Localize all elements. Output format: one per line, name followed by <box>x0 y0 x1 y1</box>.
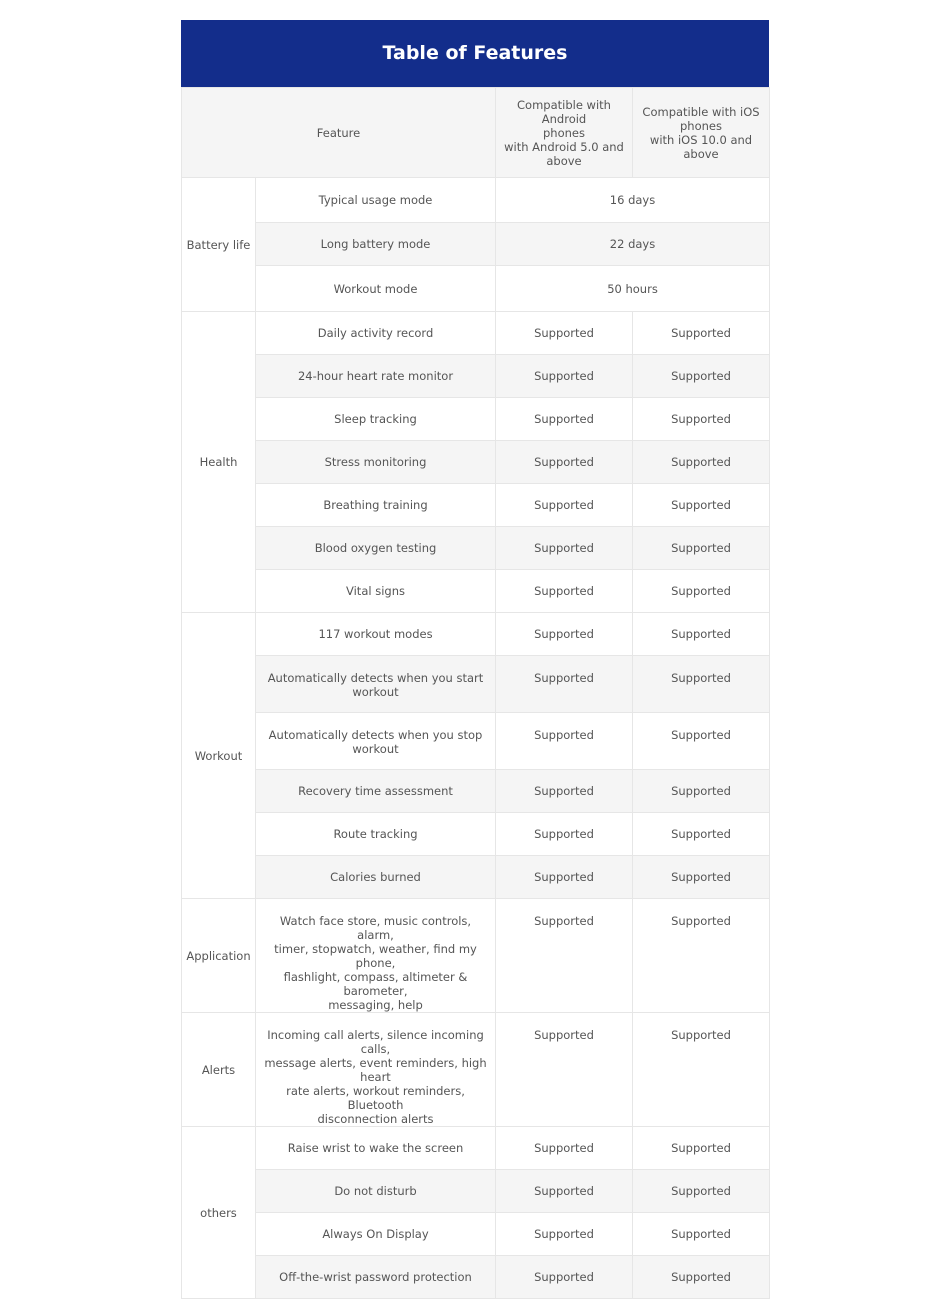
feature-text: Typical usage mode <box>318 193 433 207</box>
feature-cell <box>256 1256 496 1299</box>
android-support-cell: Supported <box>496 1256 633 1299</box>
feature-text: rate alerts, workout reminders, Bluetooth <box>286 1084 465 1112</box>
table-row <box>182 899 770 1013</box>
android-support-cell: Supported <box>496 856 633 899</box>
feature-cell <box>256 856 496 899</box>
features-table-container <box>181 20 769 1299</box>
ios-support-cell: Supported <box>633 1213 770 1256</box>
header-ios-line: with iOS 10.0 and above <box>649 132 753 161</box>
feature-text: Raise wrist to wake the screen <box>287 1141 464 1155</box>
android-support-cell: Supported <box>496 770 633 813</box>
feature-text: Blood oxygen testing <box>314 541 437 555</box>
android-support-cell: Supported <box>496 398 633 441</box>
android-support-cell: Supported <box>496 613 633 656</box>
feature-text: Automatically detects when you start <box>267 671 484 685</box>
feature-text: Calories burned <box>330 870 421 884</box>
feature-cell <box>256 813 496 856</box>
feature-cell <box>256 899 496 1013</box>
android-support-cell: Supported <box>496 527 633 570</box>
android-support-cell: Supported <box>496 813 633 856</box>
android-support-cell: Supported <box>496 312 633 355</box>
feature-cell <box>256 713 496 770</box>
header-android-line: Compatible with Android <box>517 97 611 126</box>
feature-text: Daily activity record <box>317 326 434 340</box>
header-feature: Feature <box>182 88 496 178</box>
feature-cell <box>256 656 496 713</box>
header-android-line: with Android 5.0 and <box>504 139 624 154</box>
android-support-cell: Supported <box>496 355 633 398</box>
header-row <box>182 88 770 178</box>
feature-text: Vital signs <box>346 584 405 598</box>
category-cell: Alerts <box>182 1013 256 1127</box>
feature-cell <box>256 770 496 813</box>
header-ios-line: Compatible with iOS <box>642 104 760 119</box>
compat-merged-cell: 16 days <box>496 178 770 223</box>
ios-support-cell: Supported <box>633 527 770 570</box>
ios-support-cell: Supported <box>633 856 770 899</box>
features-table <box>181 87 770 1299</box>
table-row <box>182 1013 770 1127</box>
feature-text: Recovery time assessment <box>298 784 453 798</box>
feature-cell <box>256 1013 496 1127</box>
feature-cell <box>256 570 496 613</box>
feature-cell <box>256 527 496 570</box>
android-support-cell: Supported <box>496 713 633 770</box>
feature-text: timer, stopwatch, weather, find my phone, <box>274 942 477 970</box>
android-support-cell: Supported <box>496 1013 633 1127</box>
table-row <box>182 484 770 527</box>
feature-text: workout <box>352 742 399 756</box>
ios-support-cell: Supported <box>633 613 770 656</box>
android-support-cell: Supported <box>496 441 633 484</box>
ios-support-cell: Supported <box>633 398 770 441</box>
feature-text: disconnection alerts <box>317 1112 434 1126</box>
ios-support-cell: Supported <box>633 770 770 813</box>
feature-text: Breathing training <box>323 498 428 512</box>
table-row <box>182 1127 770 1170</box>
table-title: Table of Features <box>181 20 769 87</box>
feature-cell <box>256 355 496 398</box>
android-support-cell: Supported <box>496 1213 633 1256</box>
feature-text: Off-the-wrist password protection <box>279 1270 472 1284</box>
ios-support-cell: Supported <box>633 713 770 770</box>
android-support-cell: Supported <box>496 484 633 527</box>
android-support-cell: Supported <box>496 1170 633 1213</box>
header-android-line: above <box>546 153 582 168</box>
feature-text: flashlight, compass, altimeter & barometer, <box>283 970 468 998</box>
table-row <box>182 770 770 813</box>
ios-support-cell: Supported <box>633 656 770 713</box>
category-cell: Application <box>182 899 256 1013</box>
table-body <box>182 178 770 1299</box>
table-row <box>182 223 770 266</box>
feature-text: Do not disturb <box>334 1184 417 1198</box>
feature-text: 117 workout modes <box>318 627 433 641</box>
ios-support-cell: Supported <box>633 355 770 398</box>
feature-cell <box>256 1170 496 1213</box>
table-row <box>182 1213 770 1256</box>
table-row <box>182 178 770 223</box>
feature-text: Workout mode <box>333 281 418 296</box>
compat-merged-cell: 50 hours <box>496 266 770 312</box>
ios-support-cell: Supported <box>633 1127 770 1170</box>
table-row <box>182 570 770 613</box>
feature-cell <box>256 484 496 527</box>
android-support-cell: Supported <box>496 656 633 713</box>
feature-cell <box>256 1127 496 1170</box>
feature-text: workout <box>352 685 399 699</box>
table-row <box>182 398 770 441</box>
ios-support-cell: Supported <box>633 312 770 355</box>
category-cell: others <box>182 1127 256 1299</box>
android-support-cell: Supported <box>496 1127 633 1170</box>
feature-cell <box>256 266 496 312</box>
feature-text: Watch face store, music controls, alarm, <box>279 914 472 942</box>
feature-text: Route tracking <box>333 827 418 841</box>
feature-cell <box>256 398 496 441</box>
table-row <box>182 266 770 312</box>
ios-support-cell: Supported <box>633 899 770 1013</box>
ios-support-cell: Supported <box>633 813 770 856</box>
table-row <box>182 656 770 713</box>
feature-text: Long battery mode <box>320 237 431 251</box>
compat-merged-cell: 22 days <box>496 223 770 266</box>
feature-cell <box>256 223 496 266</box>
feature-cell <box>256 441 496 484</box>
ios-support-cell: Supported <box>633 1170 770 1213</box>
ios-support-cell: Supported <box>633 441 770 484</box>
feature-cell <box>256 312 496 355</box>
feature-text: Always On Display <box>322 1227 429 1241</box>
ios-support-cell: Supported <box>633 484 770 527</box>
category-cell: Health <box>182 312 256 613</box>
table-row <box>182 355 770 398</box>
feature-cell <box>256 1213 496 1256</box>
table-row <box>182 613 770 656</box>
header-android-line: phones <box>543 125 585 140</box>
feature-text: messaging, help <box>328 998 423 1012</box>
android-support-cell: Supported <box>496 899 633 1013</box>
ios-support-cell: Supported <box>633 1256 770 1299</box>
table-row <box>182 856 770 899</box>
table-row <box>182 1170 770 1213</box>
feature-text: Incoming call alerts, silence incoming calls, <box>267 1028 484 1056</box>
android-support-cell: Supported <box>496 570 633 613</box>
ios-support-cell: Supported <box>633 570 770 613</box>
feature-text: Automatically detects when you stop <box>268 728 483 742</box>
feature-text: Stress monitoring <box>324 455 427 469</box>
feature-cell <box>256 178 496 223</box>
table-row <box>182 527 770 570</box>
feature-cell <box>256 613 496 656</box>
feature-text: Sleep tracking <box>334 412 417 426</box>
table-row <box>182 813 770 856</box>
header-ios <box>633 88 770 178</box>
header-ios-line: phones <box>680 118 722 133</box>
table-row <box>182 312 770 355</box>
ios-support-cell: Supported <box>633 1013 770 1127</box>
category-cell: Battery life <box>182 178 256 312</box>
category-cell: Workout <box>182 613 256 899</box>
table-row <box>182 1256 770 1299</box>
feature-text: 24-hour heart rate monitor <box>297 369 454 383</box>
table-row <box>182 441 770 484</box>
feature-text: message alerts, event reminders, high heart <box>264 1056 487 1084</box>
header-android <box>496 88 633 178</box>
table-row <box>182 713 770 770</box>
